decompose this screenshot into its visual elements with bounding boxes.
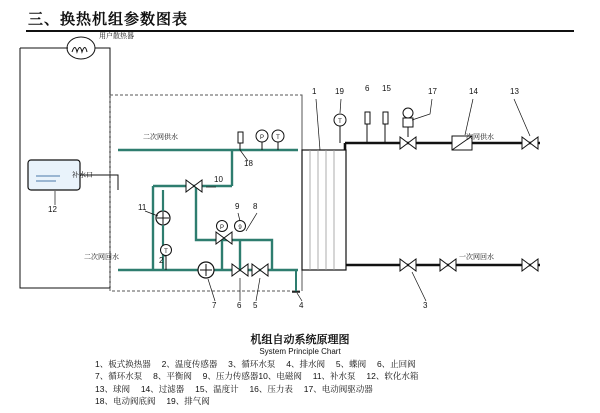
label-secondary-return: 二次网回水 [84, 254, 119, 261]
callout-18: 18 [244, 159, 253, 168]
secondary-sensors [238, 130, 284, 150]
callout-6-bottom: 6 [237, 301, 242, 310]
page-title: 三、换热机组参数图表 [28, 11, 189, 28]
label-user-radiator: 用户散热器 [99, 33, 134, 40]
valve-13-ball-return [522, 259, 538, 271]
legend-line-4: 18、电动阀底阀 19、排气阀 [95, 395, 210, 406]
callout-5: 5 [253, 301, 258, 310]
bypass-pipe [196, 186, 272, 270]
callout-15: 15 [382, 84, 391, 93]
svg-text:T: T [164, 249, 168, 255]
callout-1: 1 [312, 87, 317, 96]
svg-text:P: P [259, 135, 265, 141]
plate-heat-exchanger [302, 150, 346, 270]
legend-line-2: 7、循环水泵 8、平衡阀 9、压力传感器10、电磁阀 11、补水泵 12、软化水箱 [95, 371, 419, 382]
svg-text:P: P [219, 225, 225, 231]
legend-line-1: 1、板式换热器 2、温度传感器 3、循环水泵 4、排水阀 5、蝶阀 6、止回阀 [95, 359, 416, 369]
valve-17-motorized [400, 137, 416, 149]
svg-text:T: T [338, 119, 342, 125]
callout-4: 4 [299, 301, 304, 310]
valve-8-balance [216, 232, 232, 244]
svg-text:9: 9 [238, 225, 242, 231]
legend-list [95, 358, 515, 407]
label-primary-return: 一次网回水 [459, 254, 494, 261]
callout-17: 17 [428, 87, 437, 96]
actuator-17 [403, 108, 413, 137]
callout-7: 7 [212, 301, 217, 310]
valve-5-butterfly [252, 264, 268, 276]
callout-12: 12 [48, 205, 57, 214]
label-secondary-supply: 二次网供水 [143, 134, 178, 141]
callout-10: 10 [214, 175, 223, 184]
callout-8: 8 [253, 202, 258, 211]
valve-10-solenoid [186, 180, 202, 192]
callout-13: 13 [510, 87, 519, 96]
callout-14: 14 [469, 87, 478, 96]
valve-3-return [400, 259, 416, 271]
callout-2: 2 [159, 256, 164, 265]
user-loop-supply-right [95, 48, 110, 288]
valve-return-extra [440, 259, 456, 271]
callout-11: 11 [138, 203, 147, 212]
callout-3: 3 [423, 301, 428, 310]
callout-9: 9 [235, 202, 240, 211]
chart-caption-cn: 机组自动系统原理图 [250, 334, 350, 346]
chart-caption-en: System Principle Chart [259, 347, 341, 356]
valve-13-ball [522, 137, 538, 149]
label-primary-supply: 一次网供水 [459, 134, 494, 141]
label-makeup-inlet: 补水口 [72, 172, 93, 179]
legend-line-3: 13、球阀 14、过滤器 15、温度计 16、压力表 17、电动阀驱动器 [95, 383, 373, 394]
primary-sensors [334, 112, 388, 143]
callout-19: 19 [335, 87, 344, 96]
callout-6-top: 6 [365, 84, 370, 93]
svg-text:T: T [276, 135, 280, 141]
